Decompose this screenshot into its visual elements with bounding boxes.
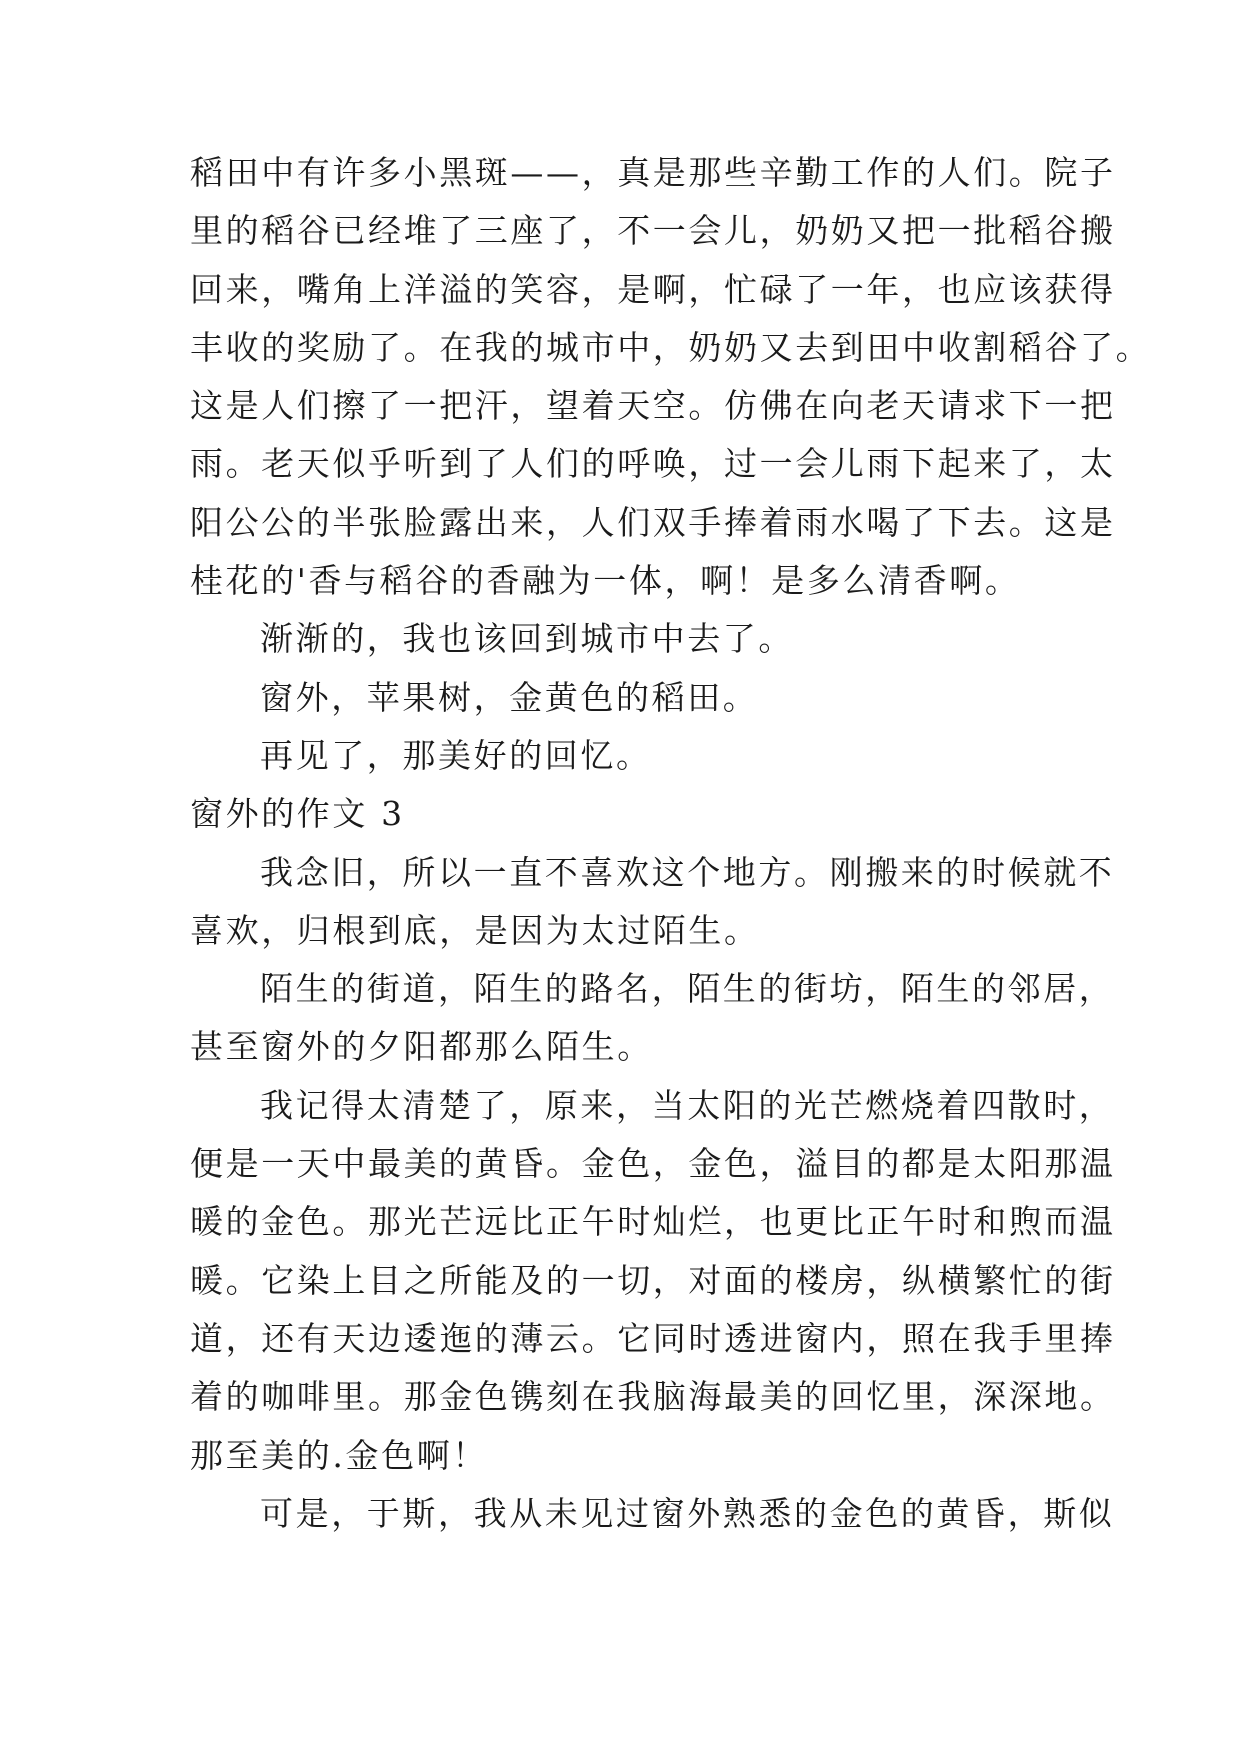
paragraph-line: 再见了，那美好的回忆。 bbox=[260, 735, 652, 775]
paragraph-line: 渐渐的，我也该回到城市中去了。 bbox=[260, 619, 794, 659]
paragraph-line: 可是，于斯，我从未见过窗外熟悉的金色的黄昏，斯似 bbox=[260, 1493, 1115, 1533]
text-line: 雨。老天似乎听到了人们的呼唤，过一会儿雨下起来了，太 bbox=[190, 444, 1116, 484]
text-line: 阳公公的半张脸露出来，人们双手捧着雨水喝了下去。这是 bbox=[190, 502, 1116, 542]
text-line: 着的咖啡里。那金色镌刻在我脑海最美的回忆里，深深地。 bbox=[190, 1377, 1116, 1417]
paragraph-line: 窗外，苹果树，金黄色的稻田。 bbox=[260, 677, 759, 717]
paragraph-line: 我记得太清楚了，原来，当太阳的光芒燃烧着四散时， bbox=[260, 1085, 1115, 1125]
text-line: 这是人们擦了一把汗，望着天空。仿佛在向老天请求下一把 bbox=[190, 386, 1116, 426]
text-line: 甚至窗外的夕阳都那么陌生。 bbox=[190, 1027, 653, 1067]
paragraph-line: 陌生的街道，陌生的路名，陌生的街坊，陌生的邻居， bbox=[260, 969, 1115, 1009]
document-body bbox=[190, 144, 1152, 1543]
text-line: 便是一天中最美的黄昏。金色，金色，溢目的都是太阳那温 bbox=[190, 1144, 1116, 1184]
text-line: 稻田中有许多小黑斑——，真是那些辛勤工作的人们。院子 bbox=[190, 153, 1116, 192]
text-line: 喜欢，归根到底，是因为太过陌生。 bbox=[190, 910, 760, 950]
text-line: 那至美的.金色啊！ bbox=[190, 1435, 488, 1475]
section-heading: 窗外的作文 3 bbox=[190, 794, 405, 834]
text-line: 里的稻谷已经堆了三座了，不一会儿，奶奶又把一批稻谷搬 bbox=[190, 211, 1116, 251]
text-line: 桂花的'香与稻谷的香融为一体，啊！是多么清香啊。 bbox=[190, 561, 1021, 601]
text-line: 暖。它染上目之所能及的一切，对面的楼房，纵横繁忙的街 bbox=[190, 1260, 1116, 1300]
text-line: 丰收的奖励了。在我的城市中，奶奶又去到田中收割稻谷了。 bbox=[190, 327, 1152, 367]
text-line: 回来，嘴角上洋溢的笑容，是啊，忙碌了一年，也应该获得 bbox=[190, 269, 1116, 309]
paragraph-line: 我念旧，所以一直不喜欢这个地方。刚搬来的时候就不 bbox=[260, 852, 1115, 892]
text-line: 暖的金色。那光芒远比正午时灿烂，也更比正午时和煦而温 bbox=[190, 1202, 1116, 1242]
text-line: 道，还有天边逶迤的薄云。它同时透进窗内，照在我手里捧 bbox=[190, 1318, 1116, 1358]
